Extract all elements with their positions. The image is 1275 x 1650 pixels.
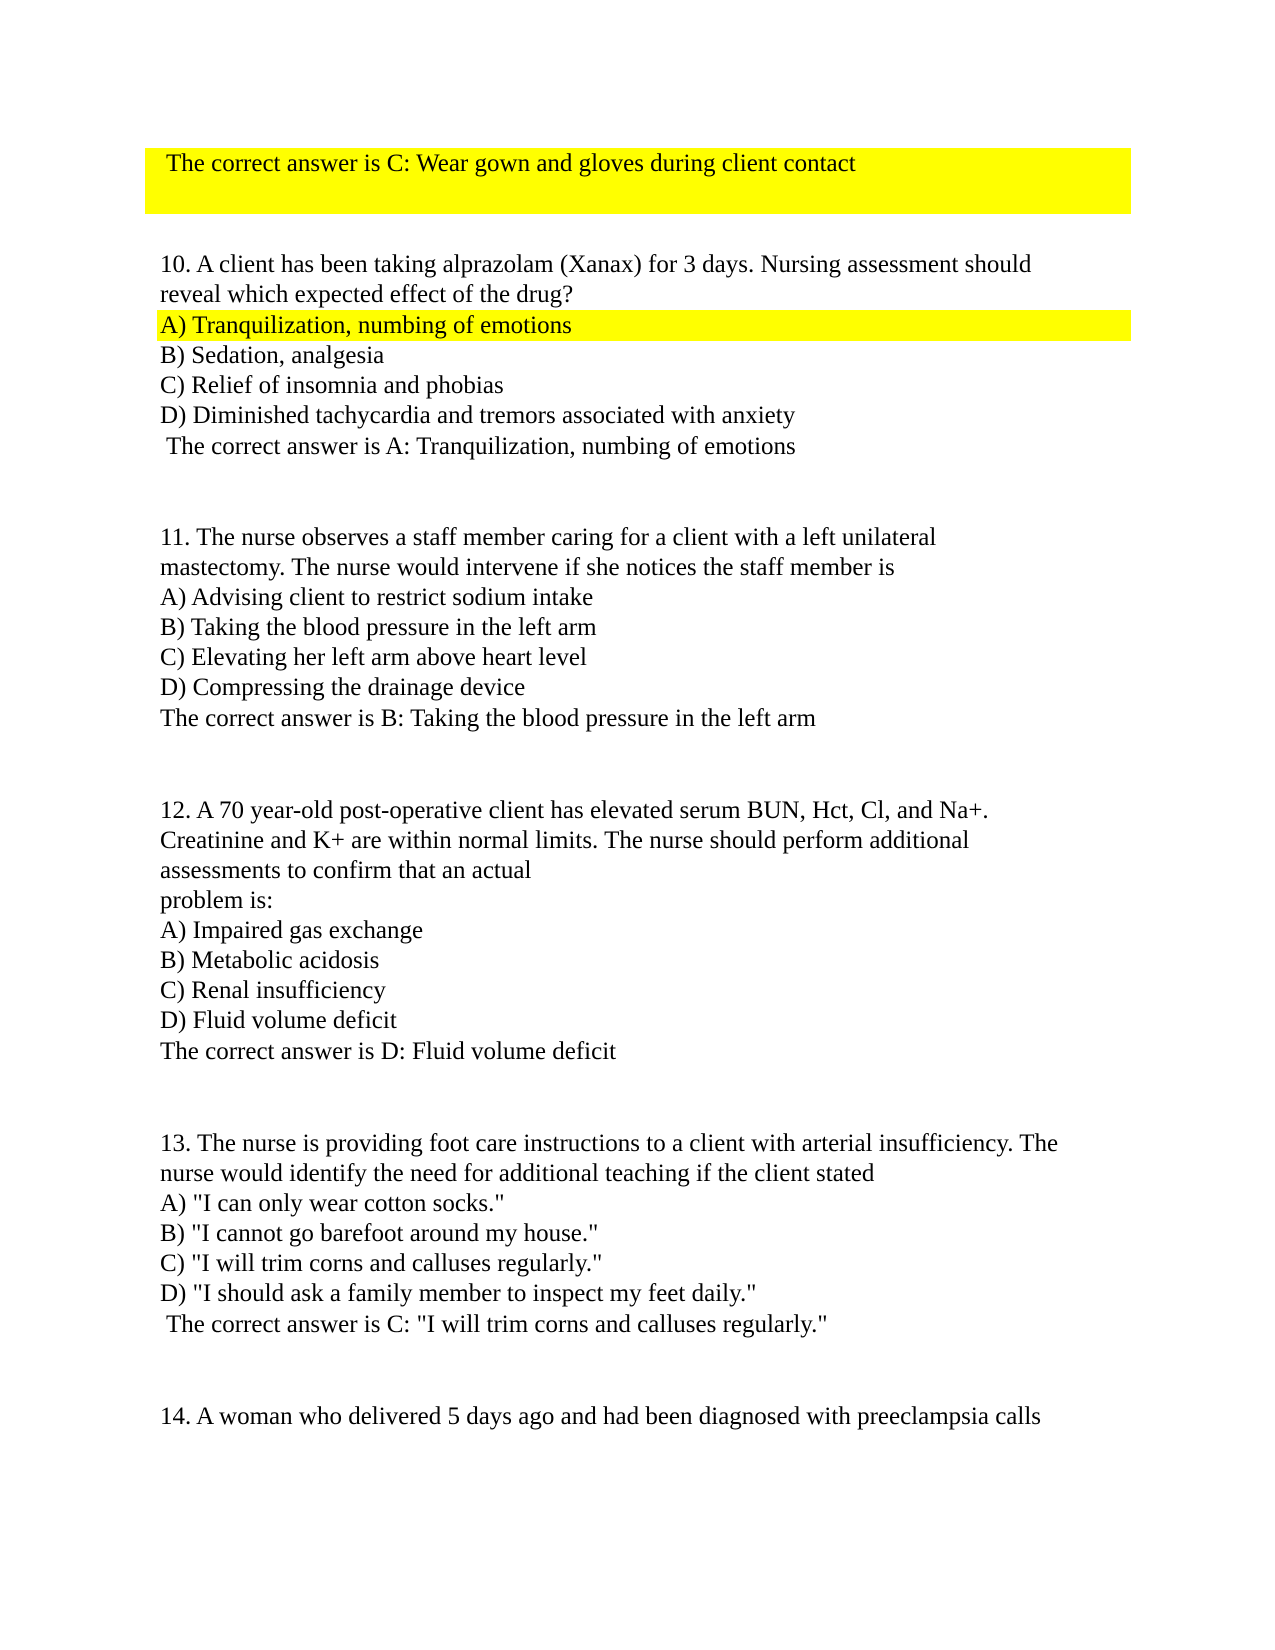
q10-option-c: C) Relief of insomnia and phobias bbox=[160, 372, 504, 399]
q10-stem-line-1: 10. A client has been taking alprazolam (Xanax) for 3 days. Nursing assessment should bbox=[160, 251, 1032, 278]
q12-stem-line-4: problem is: bbox=[160, 887, 274, 914]
q11-option-d: D) Compressing the drainage device bbox=[160, 674, 526, 701]
q13-option-a: A) "I can only wear cotton socks." bbox=[160, 1190, 505, 1217]
q11-stem-line-2: mastectomy. The nurse would intervene if she notices the staff member is bbox=[160, 554, 895, 581]
q12-stem-line-2: Creatinine and K+ are within normal limits. The nurse should perform additional bbox=[160, 827, 970, 854]
q13-stem-line-2: nurse would identify the need for additional teaching if the client stated bbox=[160, 1160, 875, 1187]
q11-option-b: B) Taking the blood pressure in the left arm bbox=[160, 614, 597, 641]
q12-option-b: B) Metabolic acidosis bbox=[160, 947, 380, 974]
q12-option-a: A) Impaired gas exchange bbox=[160, 917, 424, 944]
q10-option-b: B) Sedation, analgesia bbox=[160, 342, 385, 369]
q11-option-c: C) Elevating her left arm above heart level bbox=[160, 644, 587, 671]
q12-stem-line-1: 12. A 70 year-old post-operative client has elevated serum BUN, Hct, Cl, and Na+. bbox=[160, 797, 989, 824]
q14-stem-line-1: 14. A woman who delivered 5 days ago and had been diagnosed with preeclampsia calls bbox=[160, 1403, 1042, 1430]
q10-option-a: A) Tranquilization, numbing of emotions bbox=[160, 312, 572, 339]
q10-option-d: D) Diminished tachycardia and tremors associated with anxiety bbox=[160, 402, 796, 429]
q11-option-a: A) Advising client to restrict sodium intake bbox=[160, 584, 594, 611]
q13-option-c: C) "I will trim corns and calluses regularly." bbox=[160, 1250, 603, 1277]
q12-answer: The correct answer is D: Fluid volume deficit bbox=[160, 1038, 617, 1065]
q10-answer: The correct answer is A: Tranquilization, numbing of emotions bbox=[166, 433, 796, 460]
top-answer-text: The correct answer is C: Wear gown and gloves during client contact bbox=[166, 150, 856, 177]
q12-option-d: D) Fluid volume deficit bbox=[160, 1007, 397, 1034]
q13-answer: The correct answer is C: "I will trim corns and calluses regularly." bbox=[166, 1311, 828, 1338]
q12-stem-line-3: assessments to confirm that an actual bbox=[160, 857, 532, 884]
q11-stem-line-1: 11. The nurse observes a staff member caring for a client with a left unilateral bbox=[160, 524, 937, 551]
q10-stem-line-2: reveal which expected effect of the drug? bbox=[160, 281, 574, 308]
q13-stem-line-1: 13. The nurse is providing foot care instructions to a client with arterial insufficiency. The bbox=[160, 1130, 1059, 1157]
q13-option-b: B) "I cannot go barefoot around my house." bbox=[160, 1220, 599, 1247]
q12-option-c: C) Renal insufficiency bbox=[160, 977, 386, 1004]
q11-answer: The correct answer is B: Taking the blood pressure in the left arm bbox=[160, 705, 816, 732]
q13-option-d: D) "I should ask a family member to inspect my feet daily." bbox=[160, 1280, 757, 1307]
